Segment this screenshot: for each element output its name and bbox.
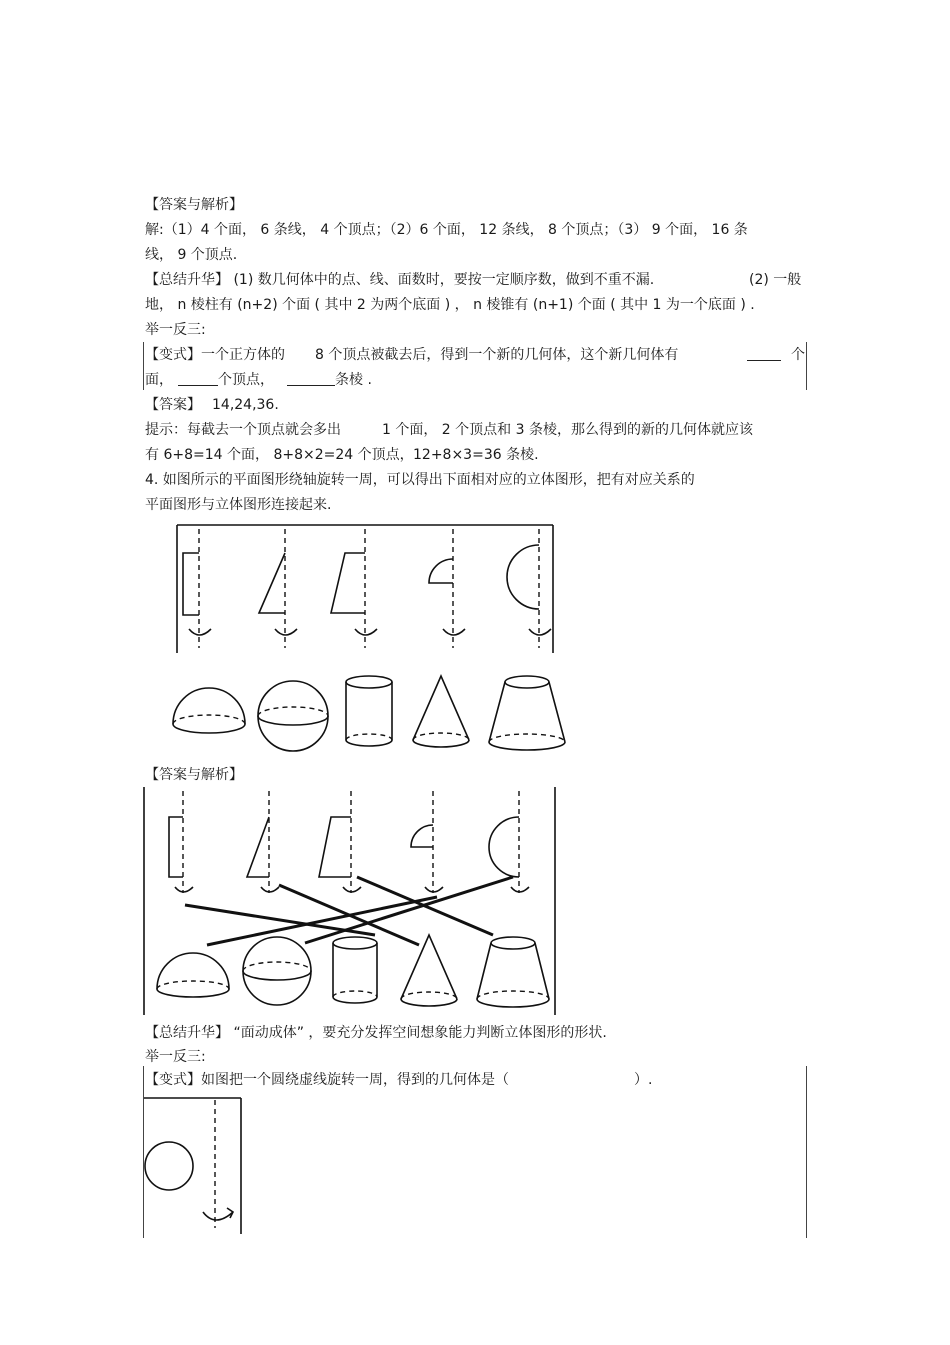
answer-value: 14,24,36.	[212, 397, 279, 413]
hemisphere-solid	[173, 688, 245, 733]
cylinder-solid	[346, 676, 392, 746]
quarter-circle-shape	[429, 529, 465, 648]
rotation-arrow-icon	[203, 1212, 233, 1220]
hint-line-1a: 提示：每截去一个顶点就会多出	[145, 422, 341, 438]
sphere-solid	[243, 937, 311, 1005]
solids-figure	[165, 672, 575, 756]
answer-heading-2: 【答案与解析】	[145, 767, 243, 783]
summary-line-2: 地， n 棱柱有 (n+2) 个面 ( 其中 2 为两个底面 ) ， n 棱锥有 (n+1) 个面 ( 其中 1 为一个底面 ) .	[145, 297, 755, 313]
variant-line-2a: 面，	[145, 372, 173, 388]
extend-heading: 举一反三:	[145, 322, 206, 338]
rotation-arrow-icon	[261, 887, 279, 892]
answer-heading: 【答案与解析】	[145, 197, 243, 213]
variant-box-right-border	[806, 342, 807, 390]
variant-box-left-border	[143, 342, 144, 390]
right-trapezoid-shape	[331, 529, 377, 648]
variant-2-line-a: 【变式】如图把一个圆绕虚线旋转一周，得到的几何体是（	[145, 1072, 509, 1088]
cone-solid	[413, 676, 469, 747]
variant-line-1b: 8 个顶点被截去后，得到一个新的几何体，这个新几何体有	[315, 347, 679, 363]
summary-line-1b: (2) 一般	[749, 272, 802, 288]
quarter-circle-shape	[411, 825, 433, 847]
rotation-arrow-icon	[443, 629, 465, 635]
hint-line-1b: 1 个面， 2 个顶点和 3 条棱，那么得到的新的几何体就应该	[382, 422, 753, 438]
right-triangle-shape	[259, 529, 297, 648]
hint-line-2a: 有 6+8=14 个面， 8+8×2=24 个顶点，	[145, 447, 414, 463]
sphere-solid	[258, 681, 328, 751]
answer-matching-figure	[143, 785, 557, 1017]
extend-heading-2: 举一反三:	[145, 1049, 206, 1065]
rotation-arrow-icon	[529, 629, 551, 635]
rotation-arrow-icon	[189, 629, 211, 635]
solution-line-2: 线， 9 个顶点.	[145, 247, 238, 263]
rotation-arrow-icon	[343, 887, 361, 892]
rectangle-shape	[169, 817, 183, 877]
cylinder-solid	[333, 937, 377, 1003]
question-4-line-2: 平面图形与立体图形连接起来.	[145, 497, 332, 513]
variant-line-1c: 个	[791, 347, 805, 363]
cone-solid	[401, 935, 457, 1006]
rotation-arrow-icon	[355, 629, 377, 635]
rotation-arrow-icon	[175, 887, 193, 892]
rotation-arrow-icon	[275, 629, 297, 635]
solution-line-1: 解:（1）4 个面， 6 条线， 4 个顶点；（2）6 个面， 12 条线， 8 个顶点；（3） 9 个面， 16 条	[145, 222, 748, 238]
blank-vertices[interactable]	[178, 371, 218, 386]
right-triangle-shape	[247, 817, 269, 877]
hint-line-2b: 12+8×3=36 条棱.	[413, 447, 539, 463]
summary-line-1a: 【总结升华】 (1) 数几何体中的点、线、面数时，要按一定顺序数，做到不重不漏.	[145, 272, 655, 288]
rectangle-shape	[183, 529, 211, 648]
circle-shape	[145, 1142, 193, 1190]
rotation-arrow-icon	[511, 887, 529, 892]
hemisphere-solid	[157, 953, 229, 997]
blank-faces[interactable]	[747, 346, 781, 361]
variant-line-2b: 个顶点，	[218, 372, 274, 388]
semicircle-shape	[507, 529, 551, 648]
question-4-line-1: 4. 如图所示的平面图形绕轴旋转一周，可以得出下面相对应的立体图形，把有对应关系的	[145, 472, 695, 488]
variant-2-line-b: ）.	[634, 1072, 653, 1088]
rotation-arrow-icon	[425, 887, 443, 892]
frustum-solid	[477, 937, 549, 1007]
blank-edges[interactable]	[287, 371, 335, 386]
variant-line-2c: 条棱 .	[335, 372, 372, 388]
variant-line-1a: 【变式】一个正方体的	[145, 347, 285, 363]
summary-2: 【总结升华】 “面动成体” ，要充分发挥空间想象能力判断立体图形的形状.	[145, 1025, 607, 1041]
semicircle-shape	[489, 817, 519, 877]
variant-box-2-right-border	[806, 1066, 807, 1238]
answer-label: 【答案】	[145, 397, 201, 413]
frustum-solid	[489, 676, 565, 750]
right-trapezoid-shape	[319, 817, 351, 877]
circle-rotation-figure	[143, 1096, 245, 1236]
plane-shapes-figure	[175, 523, 555, 655]
